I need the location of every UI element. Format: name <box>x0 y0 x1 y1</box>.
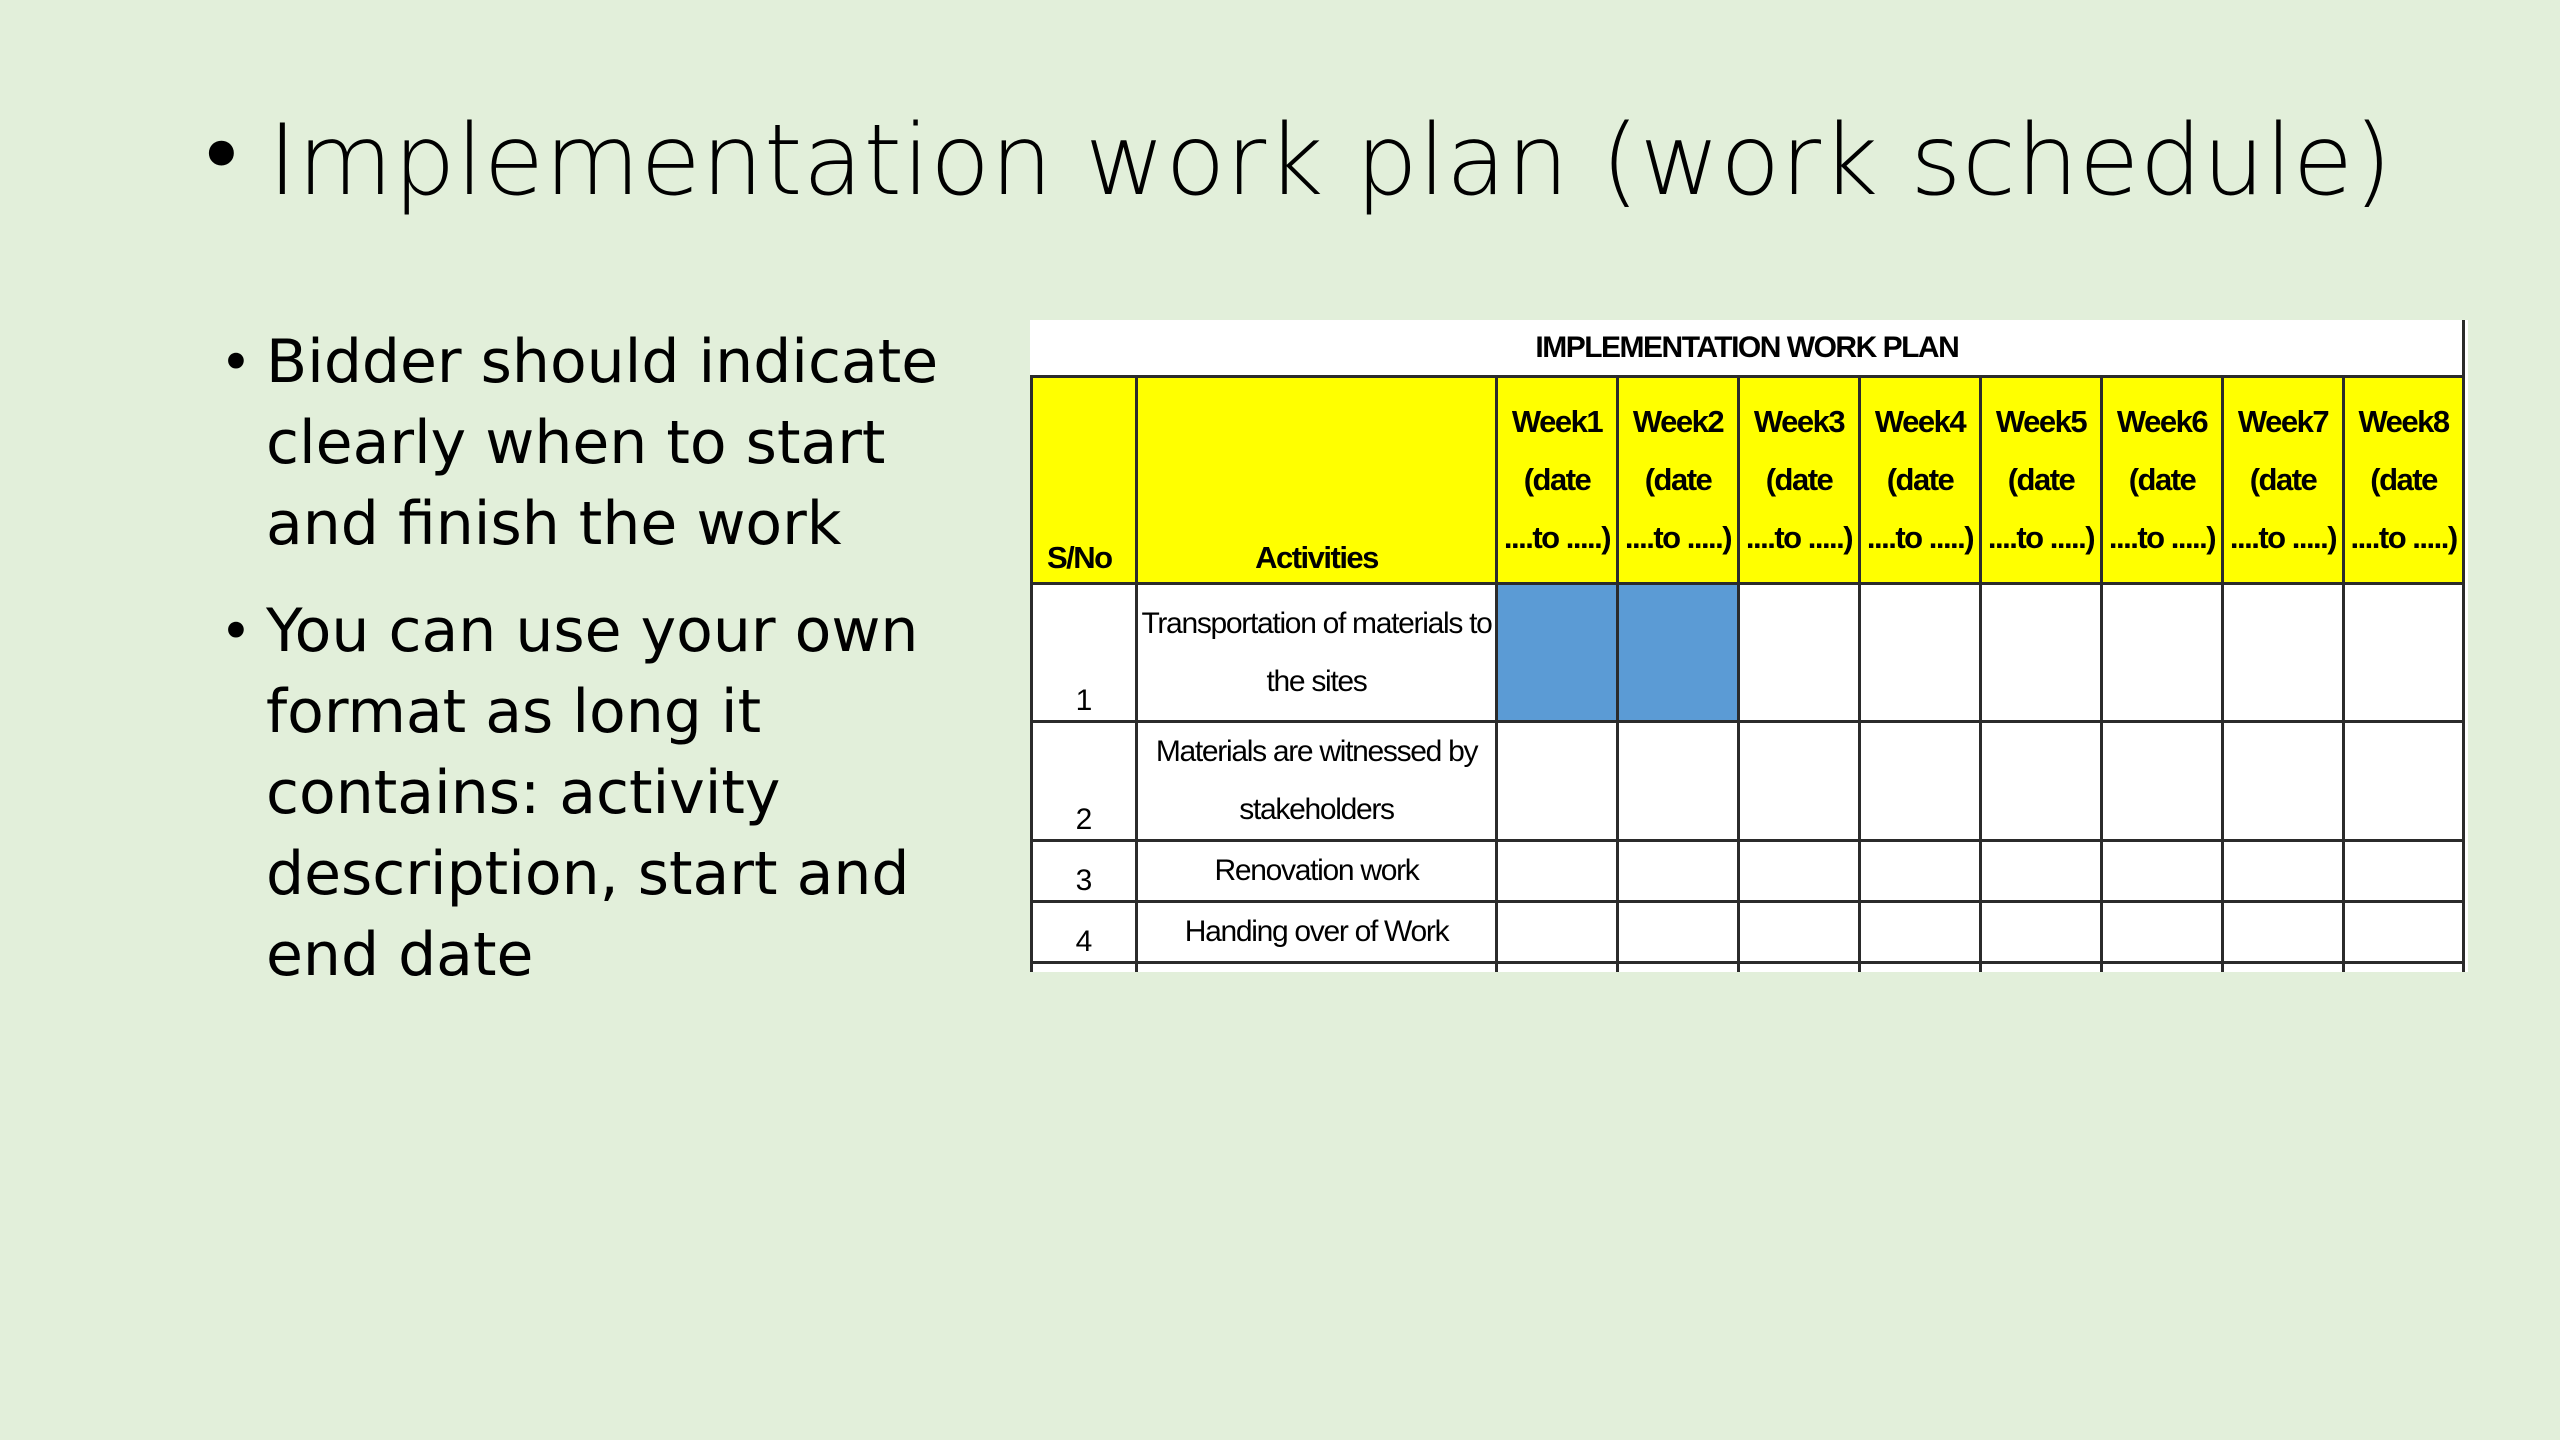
header-week <box>2344 377 2464 584</box>
schedule-cell <box>1981 841 2102 902</box>
row-activity: Transportation of materials to the sites <box>1137 584 1497 722</box>
row-sno: 1 <box>1032 584 1137 722</box>
row-sno: 4 <box>1032 902 1137 963</box>
header-week <box>1497 377 1618 584</box>
schedule-cell <box>2102 841 2223 902</box>
schedule-cell <box>1860 584 1981 722</box>
schedule-cell <box>1739 841 1860 902</box>
schedule-cell <box>1618 902 1739 963</box>
schedule-cell <box>2344 584 2464 722</box>
empty-cell <box>1618 963 1739 973</box>
table-row <box>1032 584 2464 722</box>
header-week <box>1618 377 1739 584</box>
bullet-item <box>220 322 980 565</box>
week-date: (date <box>2249 462 2317 497</box>
slide-title-text: Implementation work plan (work schedule) <box>268 104 2393 218</box>
week-date: (date <box>2370 462 2437 497</box>
row-activity: Handing over of Work <box>1137 902 1497 963</box>
week-date: (date <box>2007 462 2075 497</box>
schedule-cell <box>1739 584 1860 722</box>
bullet-text: Bidder should indicate clearly when to start and finish the work <box>266 327 939 559</box>
week-label: Week7 <box>2237 404 2329 439</box>
table-row <box>1032 902 2464 963</box>
empty-cell <box>2223 963 2344 973</box>
empty-cell <box>1981 963 2102 973</box>
schedule-cell <box>1497 722 1618 841</box>
table-header-row <box>1032 377 2464 584</box>
schedule-cell <box>2223 584 2344 722</box>
week-label: Week8 <box>2358 404 2449 439</box>
empty-cell <box>2344 963 2464 973</box>
schedule-cell <box>2102 584 2223 722</box>
schedule-cell <box>1618 841 1739 902</box>
week-range: ....to .....) <box>1624 520 1732 555</box>
week-range: ....to .....) <box>2350 520 2457 555</box>
week-range: ....to .....) <box>2229 520 2337 555</box>
empty-cell <box>1137 963 1497 973</box>
bullet-item <box>220 591 980 996</box>
week-date: (date <box>1644 462 1712 497</box>
empty-cell <box>1860 963 1981 973</box>
week-date: (date <box>2128 462 2196 497</box>
work-plan-table-image <box>1030 320 2468 972</box>
week-range: ....to .....) <box>2108 520 2216 555</box>
week-date: (date <box>1886 462 1954 497</box>
schedule-cell <box>2344 902 2464 963</box>
header-week <box>1981 377 2102 584</box>
schedule-cell <box>1497 902 1618 963</box>
week-range: ....to .....) <box>1745 520 1853 555</box>
schedule-cell <box>2102 722 2223 841</box>
week-label: Week5 <box>1995 404 2087 439</box>
schedule-cell <box>1860 722 1981 841</box>
empty-cell <box>2102 963 2223 973</box>
header-week <box>2102 377 2223 584</box>
week-label: Week6 <box>2116 404 2208 439</box>
schedule-cell <box>1981 584 2102 722</box>
work-plan-table <box>1030 320 2465 972</box>
empty-cell <box>1739 963 1860 973</box>
row-activity: Materials are witnessed by stakeholders <box>1137 722 1497 841</box>
week-range: ....to .....) <box>1866 520 1974 555</box>
schedule-cell <box>2344 722 2464 841</box>
bullet-icon: • <box>220 331 252 394</box>
week-label: Week1 <box>1511 404 1603 439</box>
schedule-cell <box>1739 902 1860 963</box>
schedule-cell <box>1497 841 1618 902</box>
week-range: ....to .....) <box>1987 520 2095 555</box>
schedule-cell <box>2344 841 2464 902</box>
schedule-cell <box>1860 902 1981 963</box>
week-date: (date <box>1523 462 1591 497</box>
week-label: Week2 <box>1632 404 1724 439</box>
week-date: (date <box>1765 462 1833 497</box>
table-row-partial <box>1032 963 2464 973</box>
slide-title <box>196 96 2446 226</box>
schedule-cell <box>1981 722 2102 841</box>
schedule-cell <box>1860 841 1981 902</box>
bullet-icon: • <box>196 106 247 206</box>
schedule-cell <box>2223 841 2344 902</box>
header-week <box>1739 377 1860 584</box>
table-row <box>1032 722 2464 841</box>
week-label: Week4 <box>1874 404 1966 439</box>
row-sno: 2 <box>1032 722 1137 841</box>
schedule-cell <box>2223 902 2344 963</box>
schedule-cell <box>1981 902 2102 963</box>
header-week <box>2223 377 2344 584</box>
table-row <box>1032 841 2464 902</box>
row-sno: 3 <box>1032 841 1137 902</box>
schedule-cell-filled <box>1497 584 1618 722</box>
schedule-cell <box>1618 722 1739 841</box>
table-title: IMPLEMENTATION WORK PLAN <box>1032 320 2464 377</box>
bullet-list <box>220 322 980 1022</box>
empty-cell <box>1497 963 1618 973</box>
header-activities: Activities <box>1137 377 1497 584</box>
schedule-cell-filled <box>1618 584 1739 722</box>
header-week <box>1860 377 1981 584</box>
week-range: ....to .....) <box>1503 520 1611 555</box>
bullet-text: You can use your own format as long it contains: activity description, start and end date <box>266 596 919 990</box>
row-activity: Renovation work <box>1137 841 1497 902</box>
schedule-cell <box>2102 902 2223 963</box>
schedule-cell <box>1739 722 1860 841</box>
week-label: Week3 <box>1753 404 1845 439</box>
header-sno: S/No <box>1032 377 1137 584</box>
bullet-icon: • <box>220 600 252 663</box>
empty-cell <box>1032 963 1137 973</box>
schedule-cell <box>2223 722 2344 841</box>
